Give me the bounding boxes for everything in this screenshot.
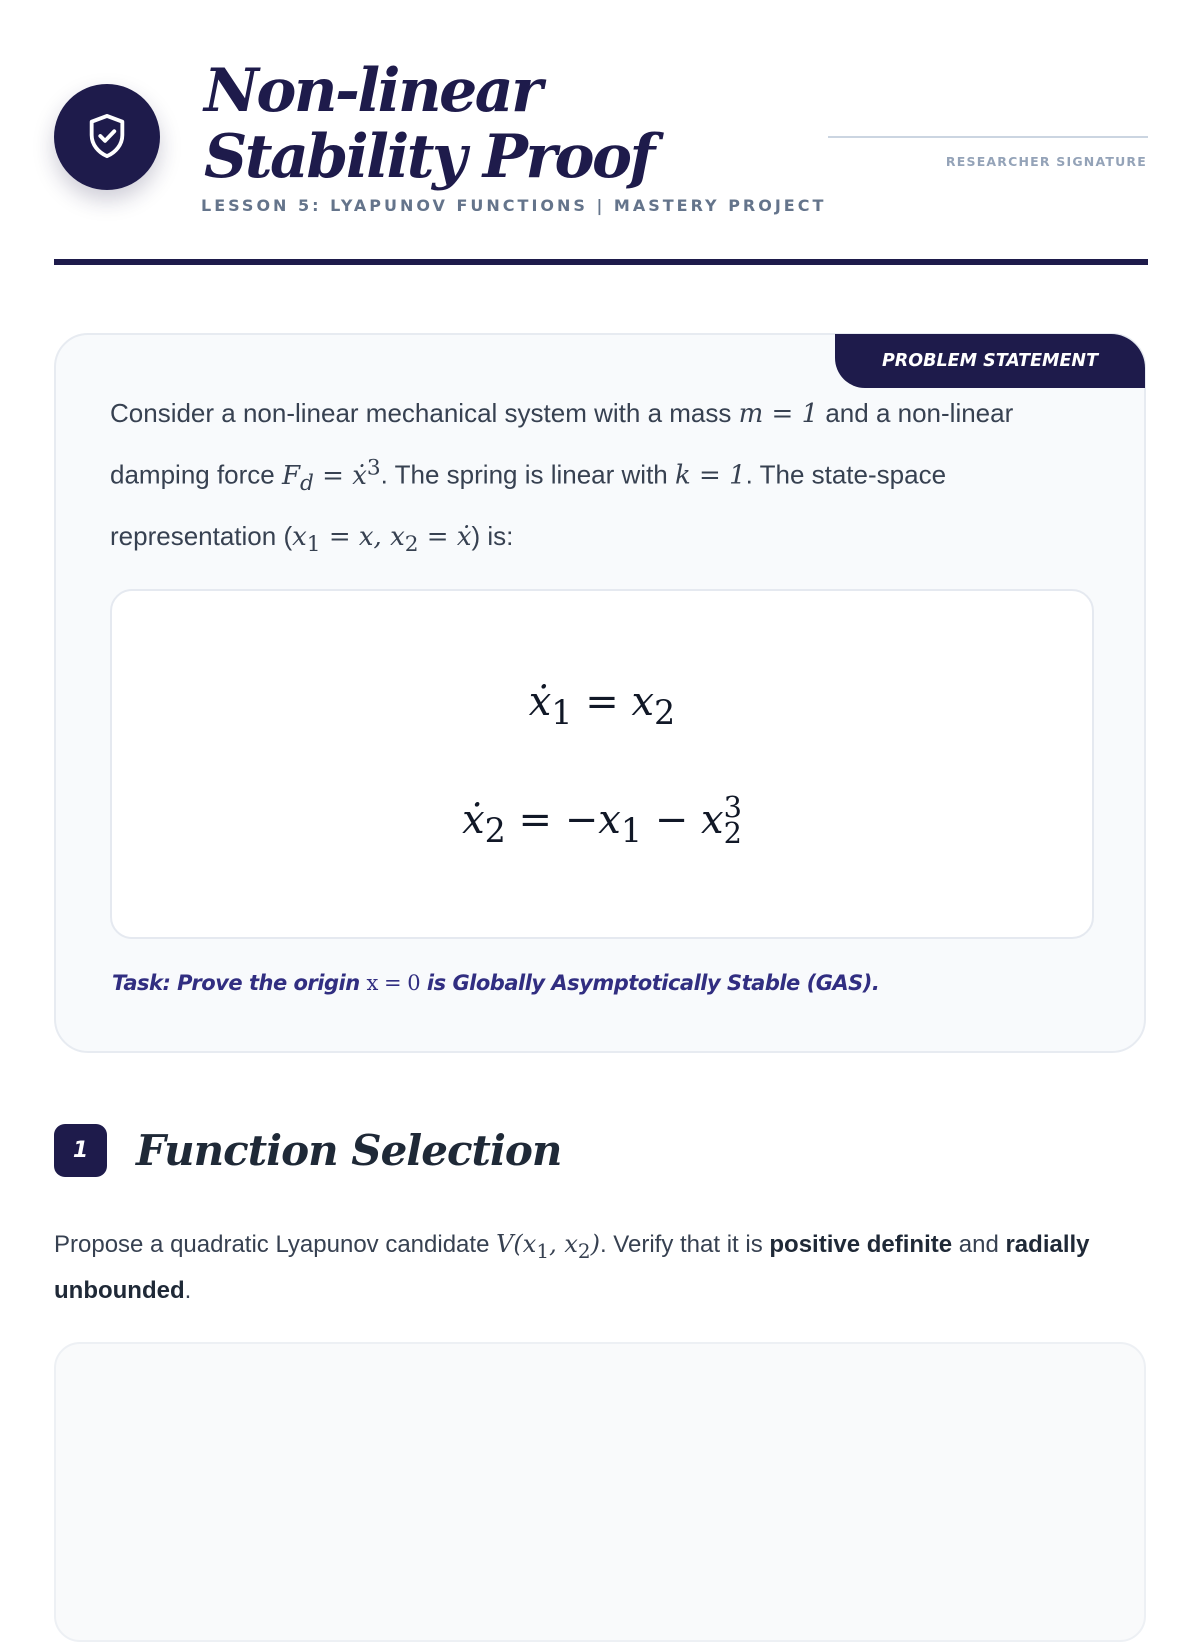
damping-equation: $F_d$ = ẋ$^3$ <box>281 455 381 496</box>
section-instructions: Propose a quadratic Lyapunov candidate $V(x_1$, $x_2$). Verify that it is positive definite and radially unbounded. <box>54 1230 1090 1304</box>
mass-equation: m = 1 <box>738 399 819 429</box>
equation-1: ẋ$_1$ = $x_2$ <box>528 679 676 732</box>
section-title: Function Selection <box>136 1126 562 1175</box>
problem-card <box>54 333 1146 1053</box>
task-statement: Task: Prove the origin x = 0 is Globally Asymptotically Stable (GAS). <box>112 971 880 995</box>
signature-label: RESEARCHER SIGNATURE <box>945 154 1147 169</box>
lesson-subtitle: LESSON 5: LYAPUNOV FUNCTIONS | MASTERY PROJECT <box>201 196 827 215</box>
problem-text: Consider a non-linear mechanical system with a mass m = 1 and a non-linear damping force $F_d$ = ẋ$^3$. The spring is linear with k = 1. The state-space representation ($x_1 = x$, $x_2$ = ẋ) is: <box>110 398 1014 558</box>
header-divider <box>54 259 1148 265</box>
lyapunov-function: $V(x_1$, $x_2$) <box>496 1230 600 1263</box>
equation-box <box>110 589 1094 939</box>
shield-badge <box>54 84 160 190</box>
origin-equation: x = 0 <box>366 971 421 995</box>
signature-line[interactable] <box>828 136 1148 138</box>
answer-area[interactable] <box>54 1342 1146 1642</box>
problem-tag: PROBLEM STATEMENT <box>835 334 1145 388</box>
spring-equation: k = 1 <box>675 460 746 491</box>
shield-check-icon <box>84 112 130 162</box>
step-number-badge: 1 <box>54 1124 107 1177</box>
equation-2: ẋ$_2$ = $-x_1 - x3$ 2 <box>462 790 742 850</box>
page-title: Non-linear Stability Proof <box>204 56 653 192</box>
state-definition: $x_1 = x$, $x_2$ = ẋ <box>292 521 472 558</box>
